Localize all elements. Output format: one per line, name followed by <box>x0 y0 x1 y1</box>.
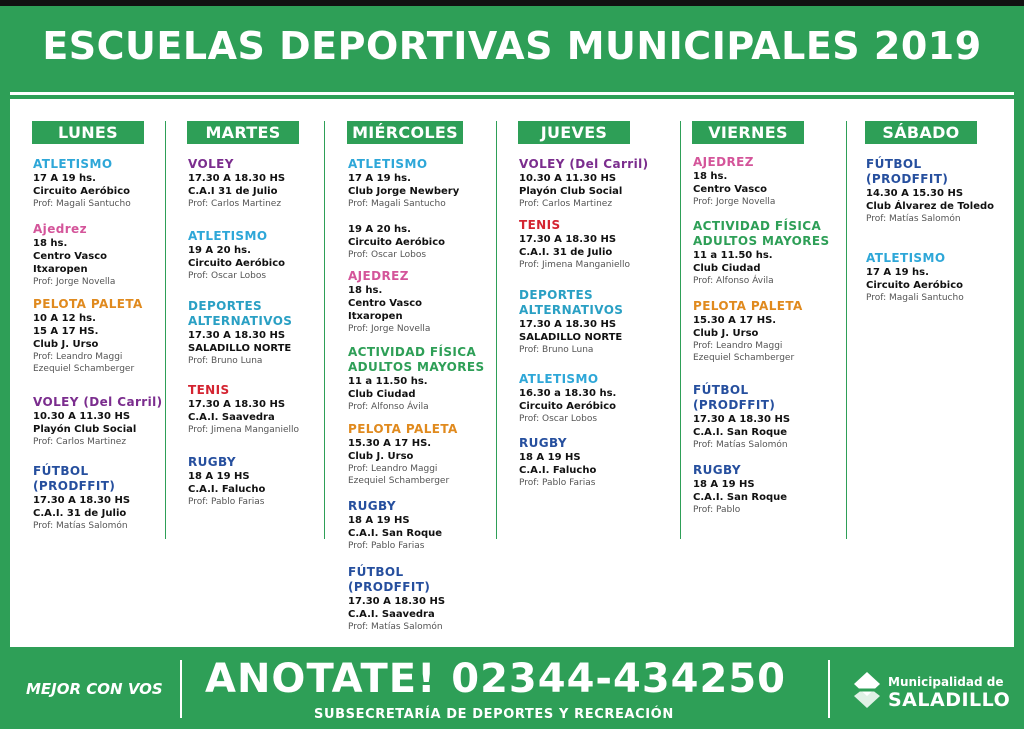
instructor-name: Prof: Magali Santucho <box>33 199 131 209</box>
day-header-4: JUEVES <box>518 121 630 144</box>
activity-name: FÚTBOL <box>348 565 404 579</box>
activity-name: PELOTA PALETA <box>33 297 143 311</box>
schedule-detail: 18 A 19 HS <box>519 452 581 463</box>
day-header-1: LUNES <box>32 121 144 144</box>
schedule-detail: C.A.I. San Roque <box>693 492 788 503</box>
schedule-detail: 19 A 20 hs. <box>188 245 251 256</box>
class-entry <box>348 422 508 487</box>
schedule-detail: Circuito Aeróbico <box>519 401 617 412</box>
schedule-detail: Club J. Urso <box>33 339 99 350</box>
activity-name: ATLETISMO <box>188 229 268 243</box>
schedule-detail: C.A.I 31 de Julio <box>188 186 278 197</box>
schedule-panel <box>10 99 1014 647</box>
day-header-6: SÁBADO <box>865 121 977 144</box>
schedule-detail: 17.30 A 18.30 HS <box>348 596 446 607</box>
activity-name-line2: ADULTOS MAYORES <box>348 360 485 374</box>
instructor-name: Prof: Bruno Luna <box>519 345 594 355</box>
subsecretaria-label: SUBSECRETARÍA DE DEPORTES Y RECREACIÓN <box>314 707 674 722</box>
footer-divider-left <box>180 660 182 718</box>
schedule-detail: C.A.I. San Roque <box>348 528 443 539</box>
schedule-detail: 17.30 A 18.30 HS <box>33 495 131 506</box>
day-header-2: MARTES <box>187 121 299 144</box>
instructor-name: Prof: Carlos Martinez <box>188 199 282 209</box>
class-entry <box>348 269 508 335</box>
instructor-name: Prof: Jimena Manganiello <box>519 260 631 270</box>
instructor-name: Prof: Leandro Maggi <box>348 464 438 474</box>
schedule-detail: Circuito Aeróbico <box>348 237 446 248</box>
instructor-name: Prof: Magali Santucho <box>866 293 964 303</box>
instructor-name: Prof: Pablo Farias <box>188 497 265 507</box>
instructor-name: Prof: Carlos Martinez <box>519 199 613 209</box>
class-entry <box>519 218 679 271</box>
activity-name-line2: ALTERNATIVOS <box>519 303 624 317</box>
schedule-detail: C.A.I. San Roque <box>693 427 788 438</box>
activity-name: ATLETISMO <box>348 157 428 171</box>
municipality-logo-icon <box>852 670 882 710</box>
schedule-detail: 17.30 A 18.30 HS <box>188 399 286 410</box>
title-divider <box>10 92 1014 95</box>
schedule-detail: SALADILLO NORTE <box>519 332 623 343</box>
municipality-label: Municipalidad de <box>888 675 1004 689</box>
schedule-detail: Circuito Aeróbico <box>866 280 964 291</box>
instructor-name: Prof: Carlos Martinez <box>33 437 127 447</box>
activity-name: VOLEY (Del Carril) <box>33 395 163 409</box>
schedule-detail: 18 hs. <box>33 238 68 249</box>
activity-name: FÚTBOL <box>33 464 89 478</box>
activity-name: RUGBY <box>348 499 397 513</box>
municipality-name: SALADILLO <box>888 689 1011 711</box>
class-entry <box>519 288 679 356</box>
class-entry <box>693 299 853 364</box>
class-entry <box>188 299 348 367</box>
instructor-name: Prof: Leandro Maggi <box>693 341 783 351</box>
class-entry <box>693 219 853 287</box>
activity-name: ATLETISMO <box>519 372 599 386</box>
schedule-detail: 17.30 A 18.30 HS <box>188 330 286 341</box>
activity-name-line2: (PRODFFIT) <box>693 398 776 412</box>
class-entry <box>693 463 853 516</box>
schedule-detail: 15 A 17 HS. <box>33 326 99 337</box>
day-header-5: VIERNES <box>692 121 804 144</box>
class-entry <box>348 157 508 210</box>
instructor-name: Prof: Oscar Lobos <box>519 414 598 424</box>
schedule-detail: 15.30 A 17 HS. <box>348 438 432 449</box>
activity-name: AJEDREZ <box>348 269 409 283</box>
instructor-name: Prof: Alfonso Ávila <box>693 276 774 286</box>
class-entry <box>33 464 193 532</box>
schedule-detail: Itxaropen <box>348 311 403 322</box>
activity-name: DEPORTES <box>188 299 263 313</box>
slogan: MEJOR CON VOS <box>26 680 163 698</box>
schedule-detail: Playón Club Social <box>33 424 137 435</box>
instructor-name: Prof: Jorge Novella <box>33 277 116 287</box>
class-entry <box>348 499 508 552</box>
class-entry <box>866 157 1024 225</box>
class-entry <box>519 157 679 210</box>
class-entry <box>693 155 853 208</box>
class-entry <box>519 372 679 425</box>
class-entry <box>519 436 679 489</box>
schedule-detail: Club Jorge Newbery <box>348 186 460 197</box>
schedule-detail: Club J. Urso <box>693 328 759 339</box>
schedule-detail: Centro Vasco <box>348 298 422 309</box>
instructor-name: Ezequiel Schamberger <box>693 353 795 363</box>
instructor-name: Prof: Bruno Luna <box>188 356 263 366</box>
class-entry <box>188 383 348 436</box>
schedule-detail: 18 A 19 HS <box>188 471 250 482</box>
class-entry <box>33 297 193 375</box>
schedule-detail: 17.30 A 18.30 HS <box>188 173 286 184</box>
activity-name: FÚTBOL <box>866 157 922 171</box>
instructor-name: Ezequiel Schamberger <box>348 476 450 486</box>
instructor-name: Prof: Oscar Lobos <box>348 250 427 260</box>
instructor-name: Prof: Jorge Novella <box>348 324 431 334</box>
activity-name-line2: (PRODFFIT) <box>866 172 949 186</box>
schedule-detail: C.A.I. Falucho <box>519 465 597 476</box>
instructor-name: Ezequiel Schamberger <box>33 364 135 374</box>
class-entry <box>693 383 853 451</box>
instructor-name: Prof: Jimena Manganiello <box>188 425 300 435</box>
activity-name: DEPORTES <box>519 288 594 302</box>
activity-name: ACTIVIDAD FÍSICA <box>348 345 477 359</box>
activity-name: ATLETISMO <box>33 157 113 171</box>
activity-name: PELOTA PALETA <box>693 299 803 313</box>
schedule-detail: 17.30 A 18.30 HS <box>519 319 617 330</box>
instructor-name: Prof: Oscar Lobos <box>188 271 267 281</box>
schedule-detail: C.A.I. 31 de Julio <box>33 508 127 519</box>
class-entry <box>348 565 508 633</box>
class-entry <box>866 251 1024 304</box>
instructor-name: Prof: Matías Salomón <box>33 521 128 531</box>
page-title: ESCUELAS DEPORTIVAS MUNICIPALES 2019 <box>42 24 982 68</box>
footer-divider-right <box>828 660 830 718</box>
schedule-detail: SALADILLO NORTE <box>188 343 292 354</box>
instructor-name: Prof: Matías Salomón <box>348 622 443 632</box>
activity-name: PELOTA PALETA <box>348 422 458 436</box>
schedule-detail: 11 a 11.50 hs. <box>348 376 428 387</box>
top-edge <box>0 0 1024 6</box>
activity-name: TENIS <box>188 383 230 397</box>
schedule-detail: 14.30 A 15.30 HS <box>866 188 964 199</box>
activity-name: RUGBY <box>188 455 237 469</box>
instructor-name: Prof: Matías Salomón <box>866 214 961 224</box>
schedule-detail: 18 A 19 HS <box>693 479 755 490</box>
schedule-detail: C.A.I. 31 de Julio <box>519 247 613 258</box>
schedule-detail: 18 A 19 HS <box>348 515 410 526</box>
activity-name: VOLEY <box>188 157 234 171</box>
instructor-name: Prof: Matías Salomón <box>693 440 788 450</box>
schedule-detail: Centro Vasco <box>693 184 767 195</box>
day-header-3: MIÉRCOLES <box>347 121 463 144</box>
schedule-detail: Club Ciudad <box>348 389 416 400</box>
schedule-detail: 11 a 11.50 hs. <box>693 250 773 261</box>
class-entry <box>348 345 508 413</box>
activity-name: RUGBY <box>693 463 742 477</box>
class-entry <box>33 157 193 210</box>
class-entry <box>188 157 348 210</box>
schedule-detail: Circuito Aeróbico <box>188 258 286 269</box>
schedule-detail: C.A.I. Falucho <box>188 484 266 495</box>
instructor-name: Prof: Leandro Maggi <box>33 352 123 362</box>
class-entry <box>188 229 348 282</box>
schedule-detail: C.A.I. Saavedra <box>188 412 275 423</box>
schedule-detail: 10.30 A 11.30 HS <box>519 173 617 184</box>
class-entry <box>188 455 348 508</box>
class-entry <box>33 395 193 448</box>
schedule-detail: Club Ciudad <box>693 263 761 274</box>
activity-name: VOLEY (Del Carril) <box>519 157 649 171</box>
schedule-detail: 17.30 A 18.30 HS <box>519 234 617 245</box>
schedule-detail: Club Álvarez de Toledo <box>866 201 994 212</box>
schedule-detail: 17.30 A 18.30 HS <box>693 414 791 425</box>
class-entry <box>348 223 508 261</box>
schedule-detail: 19 A 20 hs. <box>348 224 411 235</box>
schedule-detail: Playón Club Social <box>519 186 623 197</box>
schedule-detail: Circuito Aeróbico <box>33 186 131 197</box>
schedule-detail: Itxaropen <box>33 264 88 275</box>
instructor-name: Prof: Pablo Farias <box>519 478 596 488</box>
column-separator <box>680 121 681 539</box>
schedule-detail: 18 hs. <box>348 285 383 296</box>
instructor-name: Prof: Pablo <box>693 505 741 515</box>
class-entry <box>33 222 193 288</box>
activity-name-line2: ALTERNATIVOS <box>188 314 293 328</box>
schedule-detail: 16.30 a 18.30 hs. <box>519 388 617 399</box>
schedule-detail: 10 A 12 hs. <box>33 313 96 324</box>
schedule-detail: 10.30 A 11.30 HS <box>33 411 131 422</box>
schedule-detail: Club J. Urso <box>348 451 414 462</box>
activity-name-line2: (PRODFFIT) <box>348 580 431 594</box>
schedule-detail: C.A.I. Saavedra <box>348 609 435 620</box>
activity-name-line2: ADULTOS MAYORES <box>693 234 830 248</box>
activity-name: AJEDREZ <box>693 155 754 169</box>
schedule-detail: 17 A 19 hs. <box>33 173 96 184</box>
activity-name: Ajedrez <box>33 222 87 236</box>
activity-name: FÚTBOL <box>693 383 749 397</box>
activity-name: ACTIVIDAD FÍSICA <box>693 219 822 233</box>
instructor-name: Prof: Pablo Farias <box>348 541 425 551</box>
schedule-detail: 17 A 19 hs. <box>866 267 929 278</box>
schedule-detail: 17 A 19 hs. <box>348 173 411 184</box>
schedule-detail: 18 hs. <box>693 171 728 182</box>
activity-name: TENIS <box>519 218 561 232</box>
instructor-name: Prof: Magali Santucho <box>348 199 446 209</box>
signup-phone: ANOTATE! 02344-434250 <box>205 656 786 702</box>
activity-name: RUGBY <box>519 436 568 450</box>
schedule-detail: 15.30 A 17 HS. <box>693 315 777 326</box>
schedule-detail: Centro Vasco <box>33 251 107 262</box>
instructor-name: Prof: Jorge Novella <box>693 197 776 207</box>
activity-name-line2: (PRODFFIT) <box>33 479 116 493</box>
instructor-name: Prof: Alfonso Ávila <box>348 402 429 412</box>
activity-name: ATLETISMO <box>866 251 946 265</box>
